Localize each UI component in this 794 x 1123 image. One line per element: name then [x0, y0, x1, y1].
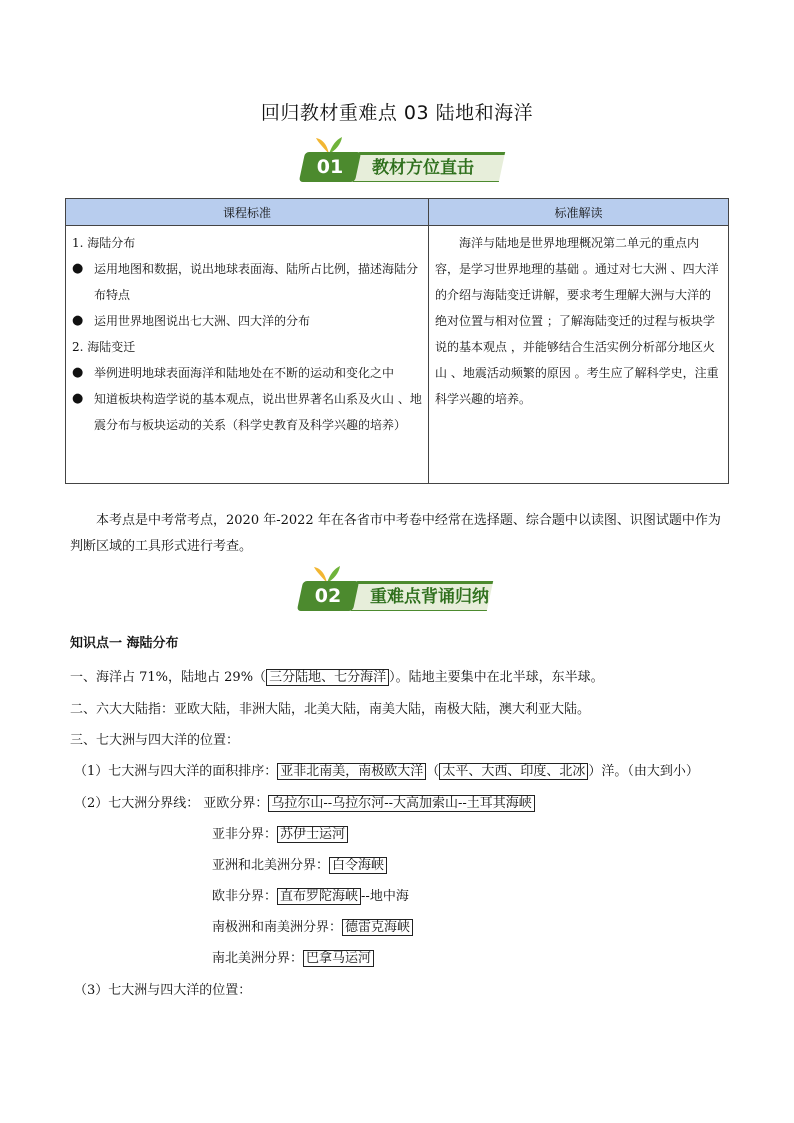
- intro-paragraph: 本考点是中考常考点，2020 年-2022 年在各省市中考卷中经常在选择题、综合题中以读图、识图试题中作为判断区域的工具形式进行考查。: [70, 513, 721, 554]
- text-line: 一、海洋占 71%，陆地占 29%（ 三分陆地、七分海洋 ）。陆地主要集中在北半球，东半球。: [70, 670, 604, 685]
- section-banner-2: [300, 579, 500, 613]
- boxed-key-term: 亚非北南美，南极欧大洋: [277, 763, 426, 780]
- page-title: 回归教材重难点 03 陆地和海洋: [260, 102, 534, 124]
- standard-section-title: 1. 海陆分布: [72, 236, 136, 250]
- text-line: 亚非分界： 苏伊士运河: [212, 823, 348, 842]
- text-line: （1）七大洲与四大洋的面积排序： 亚非北南美，南极欧大洋 （ 太平、大西、印度、北冰 ）洋。（由大到小）: [74, 764, 699, 779]
- banner-number: 02: [314, 585, 342, 607]
- boxed-key-term: 苏伊士运河: [277, 826, 348, 843]
- boxed-key-term: 乌拉尔山--乌拉尔河--大高加索山--土耳其海峡: [268, 795, 534, 812]
- boxed-key-term: 巴拿马运河: [303, 950, 374, 967]
- bullet-icon: ●: [72, 313, 84, 328]
- boxed-key-term: 三分陆地、七分海洋: [266, 669, 389, 686]
- bullet-icon: ●: [72, 365, 84, 380]
- banner-label: 重难点背诵归纳: [370, 587, 489, 607]
- text-line: 亚洲和北美洲分界： 白令海峡: [212, 854, 387, 873]
- standards-table: [65, 198, 729, 484]
- section-banner-1: [302, 150, 502, 184]
- bullet-icon: ●: [72, 391, 84, 406]
- text-line: 南极洲和南美洲分界： 德雷克海峡: [212, 916, 413, 935]
- text-line: 南北美洲分界： 巴拿马运河: [212, 947, 374, 966]
- interpretation-text: 海洋与陆地是世界地理概况第二单元的重点内容，是学习世界地理的基础 。通过对七大洲 、四大洋的介绍与海陆变迁讲解，要求考生理解大洲与大洋的绝对位置与相对位置 ；了解海陆变迁的过程与板块学说的基本观点 ，并能够结合生活实例分析部分地区火山 、地震活动频繁的原因 。考生应了解科学史，注重科学兴趣的培养。: [435, 236, 719, 406]
- banner-label: 教材方位直击: [372, 158, 474, 178]
- standard-bullet: ● 运用世界地图说出七大洲、四大洋的分布: [72, 308, 422, 334]
- knowledge-point-heading: 知识点一 海陆分布: [70, 636, 179, 651]
- text-line: 欧非分界： 直布罗陀海峡 --地中海: [212, 889, 409, 904]
- interpretation-cell: [429, 226, 729, 484]
- text-line: 二、六大大陆指：亚欧大陆，非洲大陆，北美大陆，南美大陆，南极大陆，澳大利亚大陆。: [70, 702, 591, 717]
- table-header-interpretation: 标准解读: [429, 199, 729, 226]
- standard-bullet: ● 运用地图和数据，说出地球表面海、陆所占比例，描述海陆分布特点: [72, 256, 422, 308]
- banner-number: 01: [316, 156, 344, 178]
- boxed-key-term: 直布罗陀海峡: [277, 888, 361, 905]
- boxed-key-term: 德雷克海峡: [342, 919, 413, 936]
- standard-bullet: ● 举例进明地球表面海洋和陆地处在不断的运动和变化之中: [72, 360, 422, 386]
- boxed-key-term: 白令海峡: [329, 857, 387, 874]
- bullet-icon: ●: [72, 261, 84, 276]
- text-line: 三、七大洲与四大洋的位置：: [70, 733, 240, 748]
- standard-bullet: ● 知道板块构造学说的基本观点，说出世界著名山系及火山 、地震分布与板块运动的关系（科学史教育及科学兴趣的培养）: [72, 386, 422, 438]
- text-line: （2）七大洲分界线： 亚欧分界： 乌拉尔山--乌拉尔河--大高加索山--土耳其海峡: [74, 792, 535, 811]
- standard-section-title: 2. 海陆变迁: [72, 340, 136, 354]
- boxed-key-term: 太平、大西、印度、北冰: [439, 763, 588, 780]
- standards-cell: [66, 226, 429, 484]
- text-line: （3）七大洲与四大洋的位置：: [74, 983, 252, 998]
- table-header-standard: 课程标准: [66, 199, 429, 226]
